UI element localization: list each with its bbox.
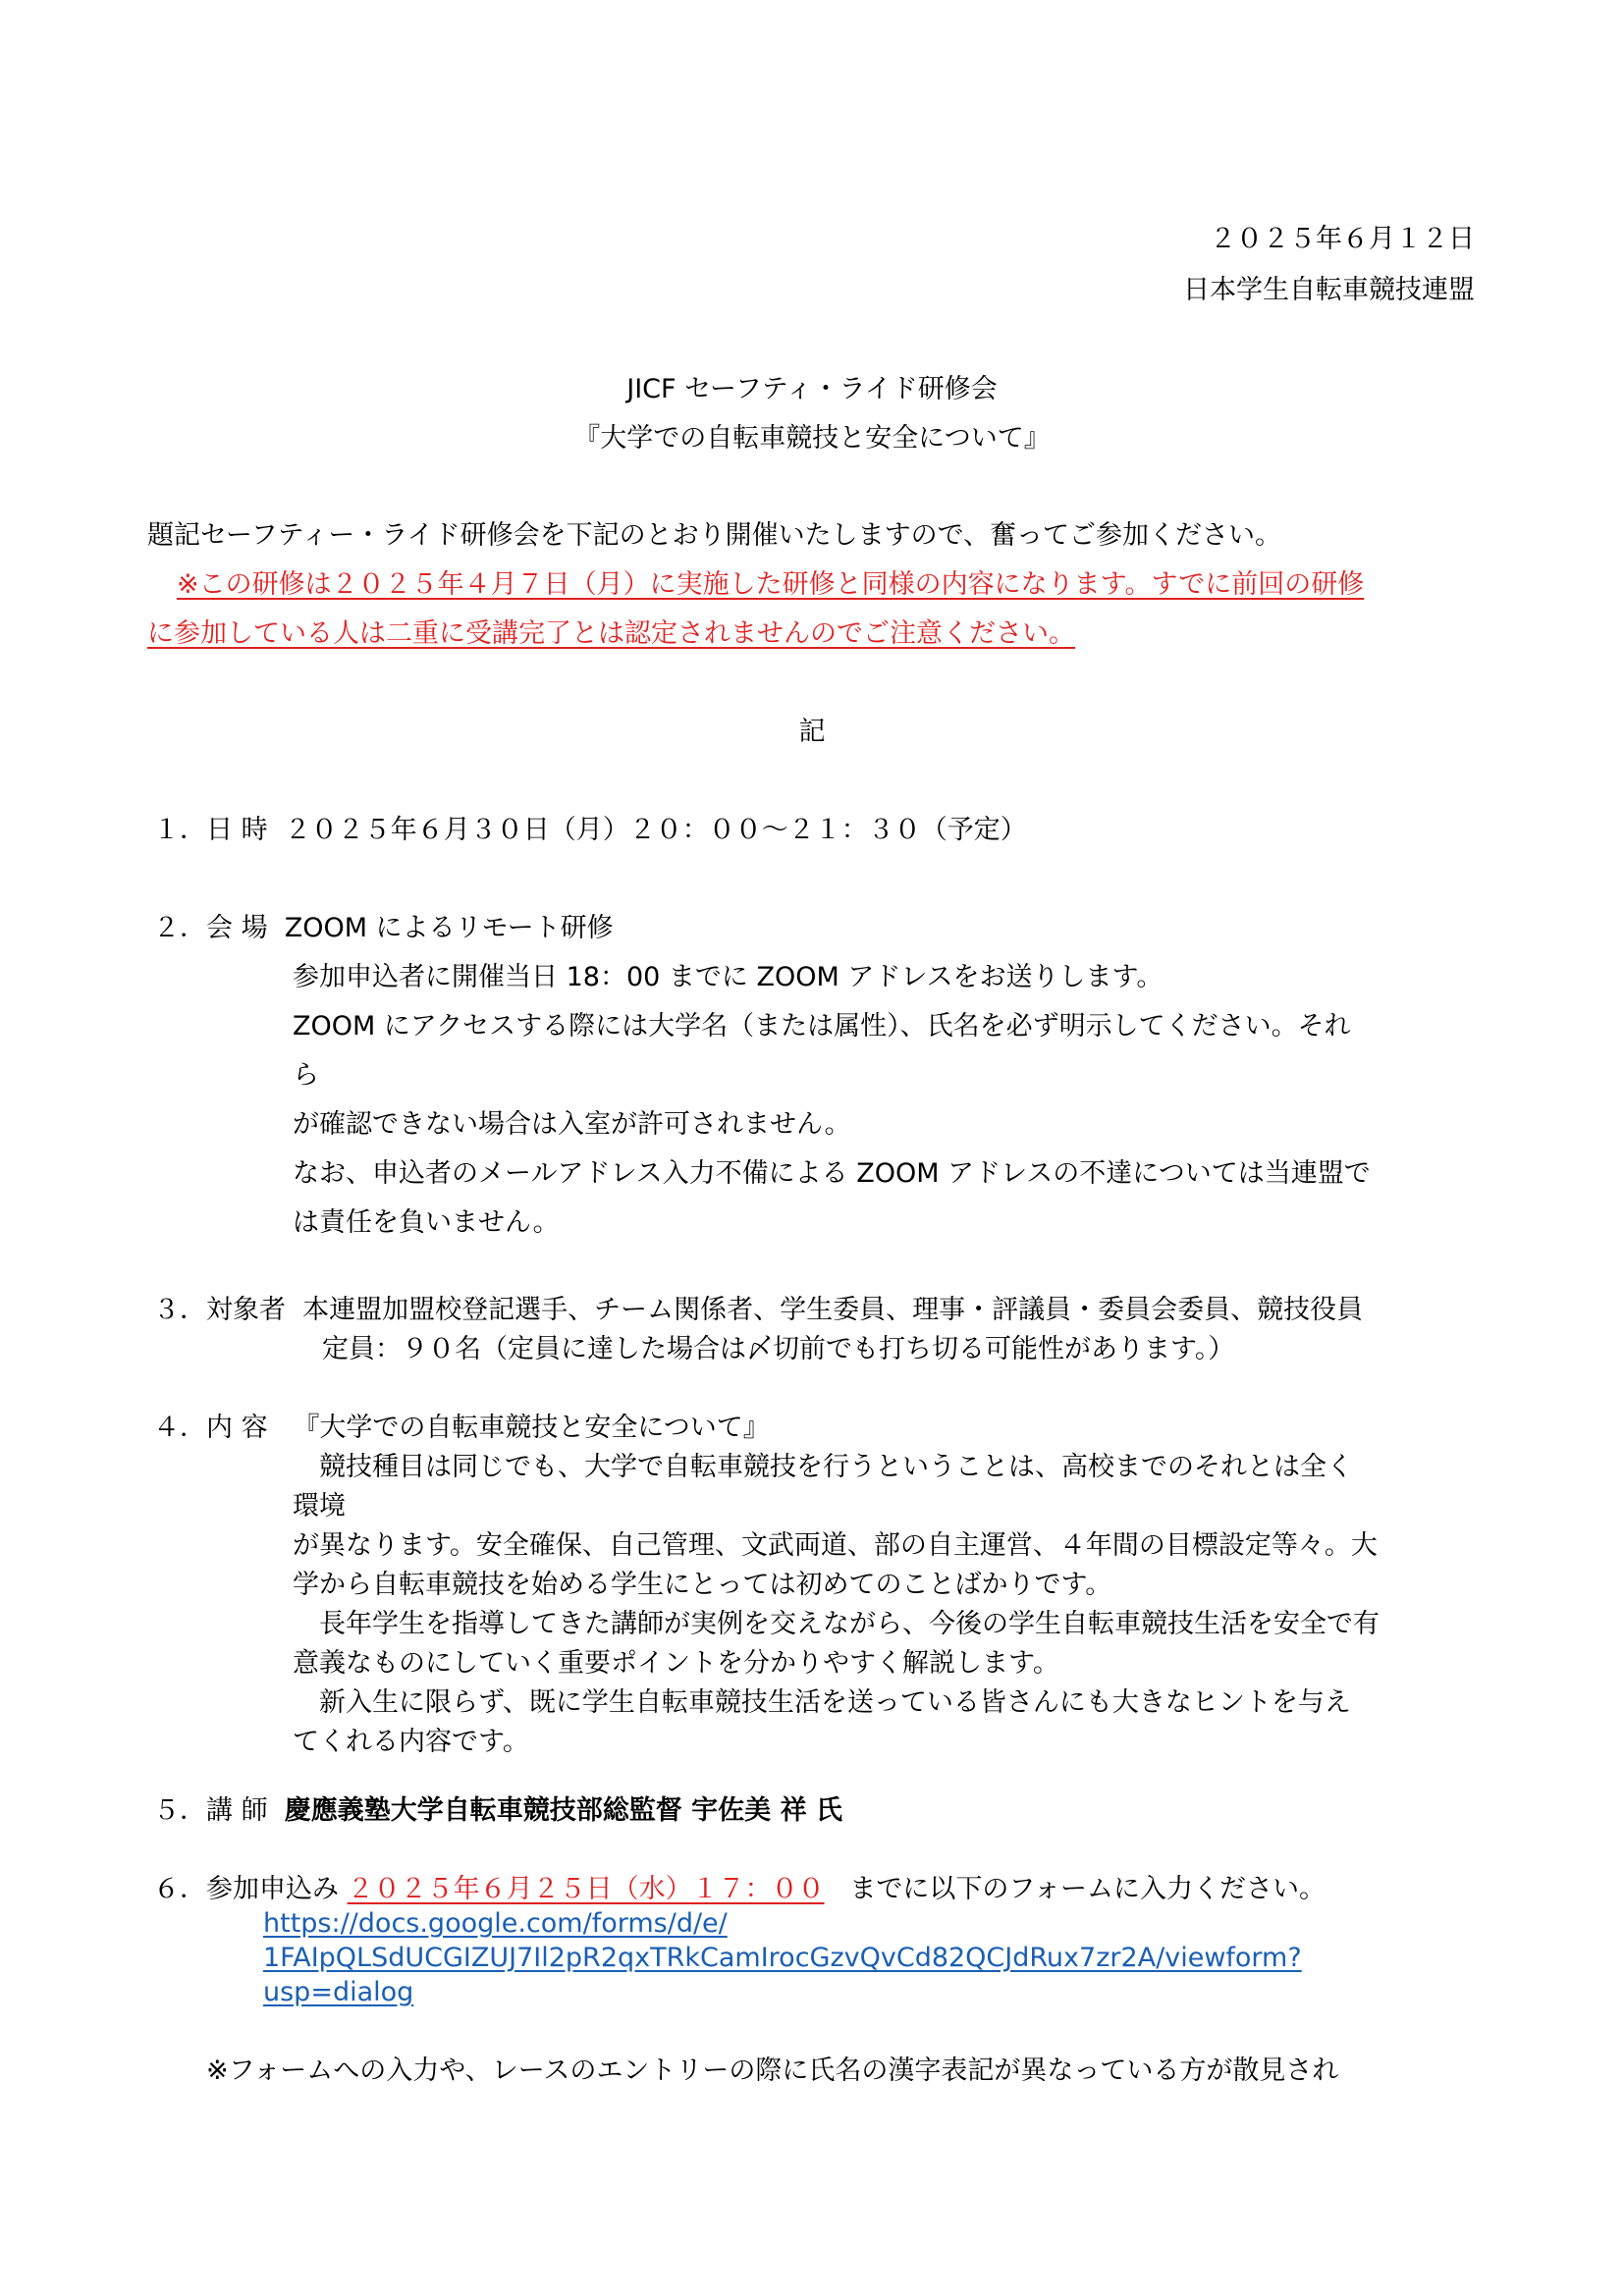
content-paragraph-line: 学から自転車競技を始める学生にとっては初めてのことばかりです。 (293, 1570, 1112, 1600)
content-paragraph-line: 意義なものにしていく重要ポイントを分かりやすく解説します。 (293, 1648, 1059, 1679)
item-datetime (153, 813, 1027, 848)
item-venue-value: ZOOM によるリモート研修 (284, 913, 614, 943)
content-paragraph-line: てくれる内容です。 (293, 1727, 529, 1757)
item-target (153, 1293, 1363, 1328)
target-capacity: 定員：９０名（定員に達した場合は〆切前でも打ち切る可能性があります。） (322, 1334, 1235, 1364)
item-lecturer (153, 1793, 842, 1829)
venue-detail-line: ら (293, 1060, 319, 1091)
notice-line-1: ※この研修は２０２５年４月７日（月）に実施した研修と同様の内容になります。すでに前回の研修 (177, 569, 1365, 600)
item-venue-label: ２．会 場 (153, 913, 268, 943)
venue-detail-line: が確認できない場合は入室が許可されません。 (293, 1109, 851, 1140)
item-datetime-value: ２０２５年６月３０日（月）２０：００～２１：３０（予定） (284, 815, 1027, 845)
item-lecturer-value: 慶應義塾大学自転車競技部総監督 宇佐美 祥 氏 (284, 1795, 842, 1826)
notice-line-2: に参加している人は二重に受講完了とは認定されませんのでご注意ください。 (147, 618, 1075, 649)
item-apply (153, 1872, 1326, 1907)
item-venue (153, 911, 614, 946)
item-content (153, 1411, 770, 1446)
apply-deadline: ２０２５年６月２５日（水）１７：００ (347, 1874, 825, 1904)
issuer-organization: 日本学生自転車競技連盟 (1183, 275, 1475, 305)
item-target-label: ３．対象者 (153, 1295, 286, 1325)
document-subtitle: 『大学での自転車競技と安全について』 (573, 423, 1051, 454)
content-paragraph-line: 環境 (293, 1491, 346, 1522)
item-target-value: 本連盟加盟校登記選手、チーム関係者、学生委員、理事・評議員・委員会委員、競技役員 (302, 1295, 1364, 1325)
form-link-line-3[interactable]: usp=dialog (263, 1977, 414, 2007)
form-link-line-1[interactable]: https://docs.google.com/forms/d/e/ (263, 1908, 728, 1939)
apply-instruction: までに以下のフォームに入力ください。 (849, 1874, 1326, 1904)
venue-detail-line: は責任を負いません。 (293, 1207, 560, 1238)
item-apply-label: ６．参加申込み (153, 1874, 339, 1904)
document-title: JICF セーフティ・ライド研修会 (626, 374, 998, 404)
item-content-value: 『大学での自転車競技と安全について』 (293, 1413, 770, 1443)
venue-detail-line: ZOOM にアクセスする際には大学名（または属性）、氏名を必ず明示してください。それ (293, 1011, 1351, 1041)
content-paragraph-line: 新入生に限らず、既に学生自転車競技生活を送っている皆さんにも大きなヒントを与え (293, 1687, 1351, 1718)
ki-heading: 記 (798, 717, 826, 747)
intro-text: 題記セーフティー・ライド研修会を下記のとおり開催いたしますので、奮ってご参加ください。 (147, 520, 1282, 551)
footer-note: ※フォームへの入力や、レースのエントリーの際に氏名の漢字表記が異なっている方が散見され (206, 2056, 1339, 2086)
item-lecturer-label: ５．講 師 (153, 1795, 268, 1826)
item-datetime-label: １．日 時 (153, 815, 268, 845)
form-link-line-2[interactable]: 1FAIpQLSdUCGIZUJ7Il2pR2qxTRkCamIrocGzvQvCd82QCJdRux7zr2A/viewform? (263, 1943, 1302, 1973)
document-date: ２０２５年６月１２日 (1210, 224, 1475, 254)
content-paragraph-line: 競技種目は同じでも、大学で自転車競技を行うということは、高校までのそれとは全く (293, 1452, 1353, 1482)
venue-detail-line: 参加申込者に開催当日 18：00 までに ZOOM アドレスをお送りします。 (293, 962, 1164, 992)
venue-detail-line: なお、申込者のメールアドレス入力不備による ZOOM アドレスの不達については当連盟で (293, 1158, 1371, 1189)
content-paragraph-line: 長年学生を指導してきた講師が実例を交えながら、今後の学生自転車競技生活を安全で有 (293, 1609, 1380, 1639)
content-paragraph-line: が異なります。安全確保、自己管理、文武両道、部の自主運営、４年間の目標設定等々。大 (293, 1530, 1378, 1561)
item-content-label: ４．内 容 (153, 1413, 268, 1443)
